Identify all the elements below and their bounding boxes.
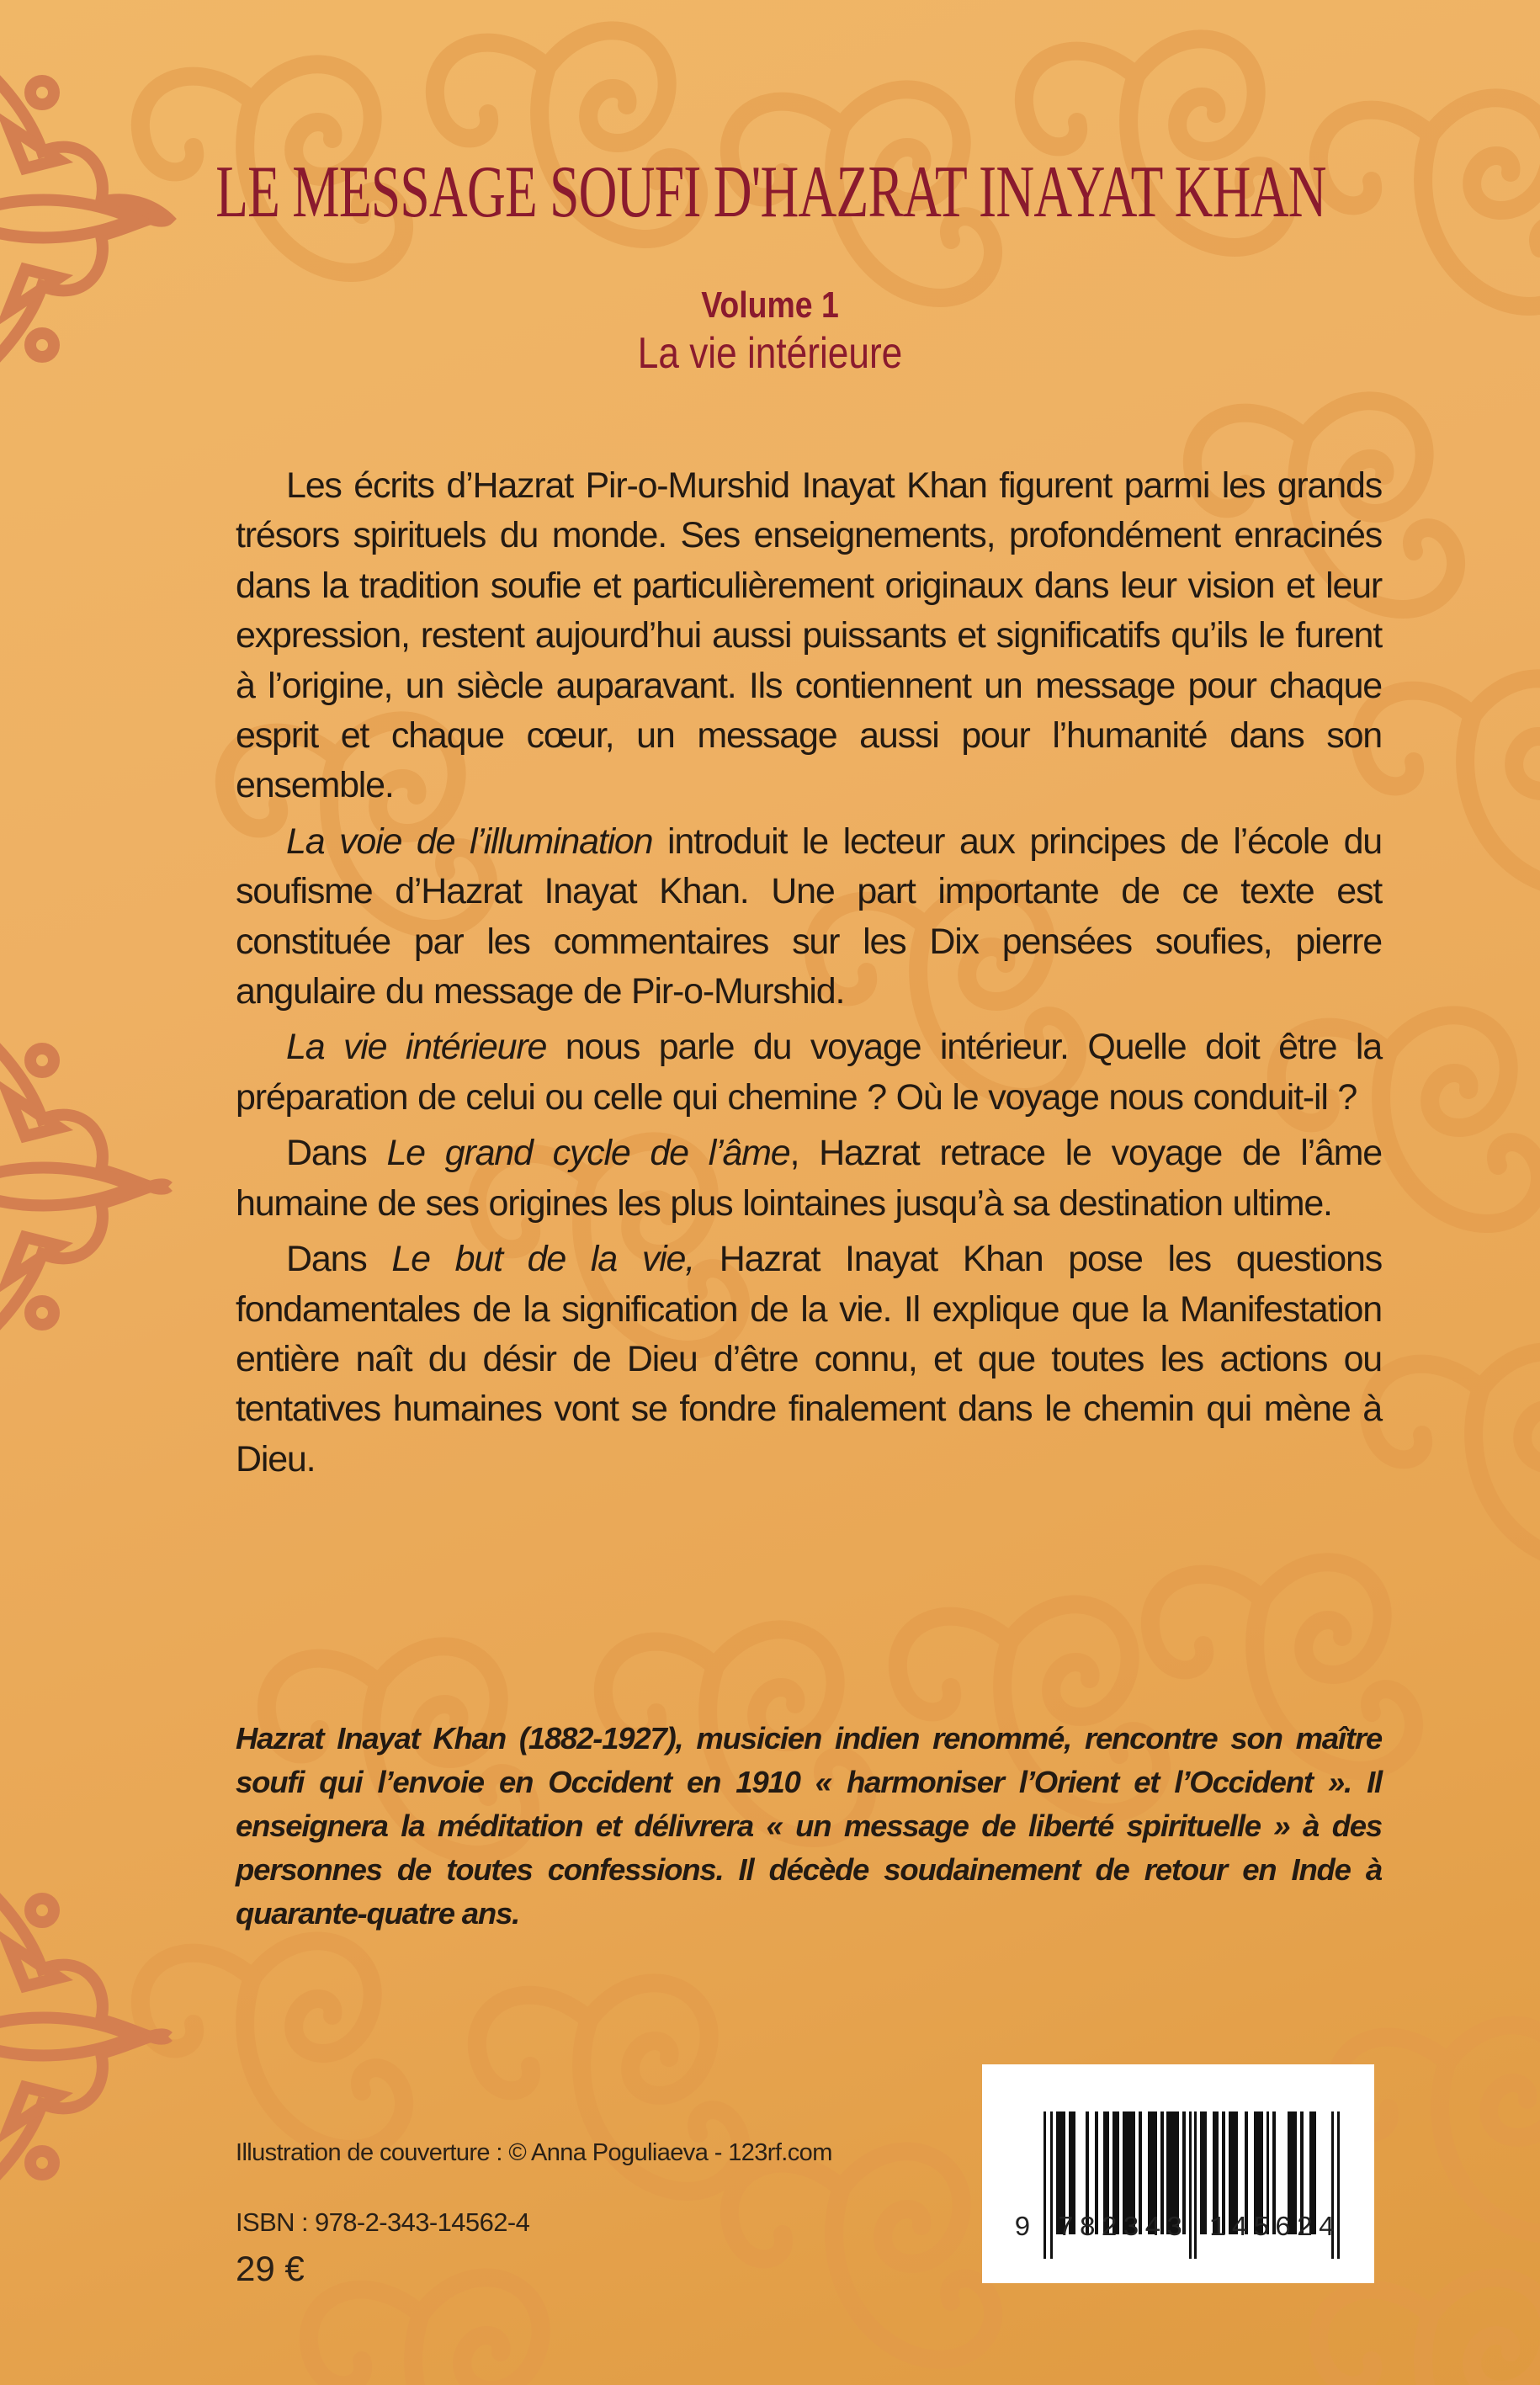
- paragraph-text: Dans: [286, 1239, 392, 1280]
- blurb-paragraph-1: Les écrits d’Hazrat Pir-o-Murshid Inayat Khan figurent parmi les grands trésors spirituels du monde. Ses enseignements, profondément enracinés dans la tradition soufie et particulièrement originaux dans leur vision et leur expression, restent aujourd’hui aussi puissants et significatifs qu’ils le furent à l’origine, un siècle auparavant. Ils contiennent un message pour chaque esprit et chaque cœur, un message aussi pour l’humanité dans son ensemble.: [236, 465, 1382, 806]
- blurb-text: [236, 461, 1382, 1485]
- book-title-italic: Le grand cycle de l’âme: [386, 1133, 790, 1174]
- illustration-credit: Illustration de couverture : © Anna Poguliaeva - 123rf.com: [236, 2139, 832, 2166]
- book-title-italic: Le but de la vie,: [391, 1239, 694, 1280]
- barcode-digits: 9 782343 145624: [1014, 2212, 1341, 2244]
- paragraph-text: introduit le lecteur aux principes de l’école du soufisme d’Hazrat Inayat Khan. Une part importante de ce texte est constituée par les commentaires sur les Dix pensées soufies, pierre angulaire du message de Pir-o-Murshid.: [236, 821, 1382, 1012]
- book-title-italic: La voie de l’illumination: [286, 821, 653, 862]
- blurb-paragraph-2: [236, 817, 1382, 1017]
- mandala-ornament-middle: [0, 951, 177, 1422]
- paragraph-text: nous parle du voyage intérieur. Quelle doit être la préparation de celui ou celle qui chemine ? Où le voyage nous conduit-il ?: [236, 1027, 1382, 1118]
- barcode-bars-icon: [982, 2064, 1374, 2283]
- paragraph-text: Hazrat Inayat Khan pose les questions fondamentales de la signification de la vie. Il explique que la Manifestation entière naît du désir de Dieu d’être connu, et que toutes les actions ou tentatives humaines vont se fondre finalement dans le chemin qui mène à Dieu.: [236, 1239, 1382, 1479]
- paragraph-text: , Hazrat retrace le voyage de l’âme humaine de ses origines les plus lointaines jusqu’à sa destination ultime.: [236, 1133, 1382, 1224]
- book-title-italic: La vie intérieure: [286, 1027, 547, 1068]
- blurb-paragraph-3: [236, 1023, 1382, 1123]
- paragraph-text: Dans: [286, 1133, 387, 1174]
- volume-number: Volume 1: [701, 284, 839, 326]
- series-title: LE MESSAGE SOUFI D'HAZRAT INAYAT KHAN: [215, 151, 1326, 233]
- price: 29 €: [236, 2249, 305, 2288]
- barcode: [982, 2064, 1374, 2283]
- author-bio: Hazrat Inayat Khan (1882-1927), musicien indien renommé, rencontre son maître soufi qui l’envoie en Occident en 1910 « harmoniser l’Orient et l’Occident ». Il enseignera la méditation et délivrera « un message de liberté spirituelle » à des personnes de toutes confessions. Il décède soudainement de retour en Inde à quarante-quatre ans.: [236, 1721, 1382, 1931]
- blurb-paragraph-5: [236, 1235, 1382, 1485]
- volume-subtitle: La vie intérieure: [637, 329, 903, 378]
- mandala-ornament-bottom: [0, 1801, 177, 2272]
- isbn-number: ISBN : 978-2-343-14562-4: [236, 2207, 530, 2237]
- mandala-ornament-top: [0, 0, 177, 454]
- blurb-paragraph-4: [236, 1129, 1382, 1229]
